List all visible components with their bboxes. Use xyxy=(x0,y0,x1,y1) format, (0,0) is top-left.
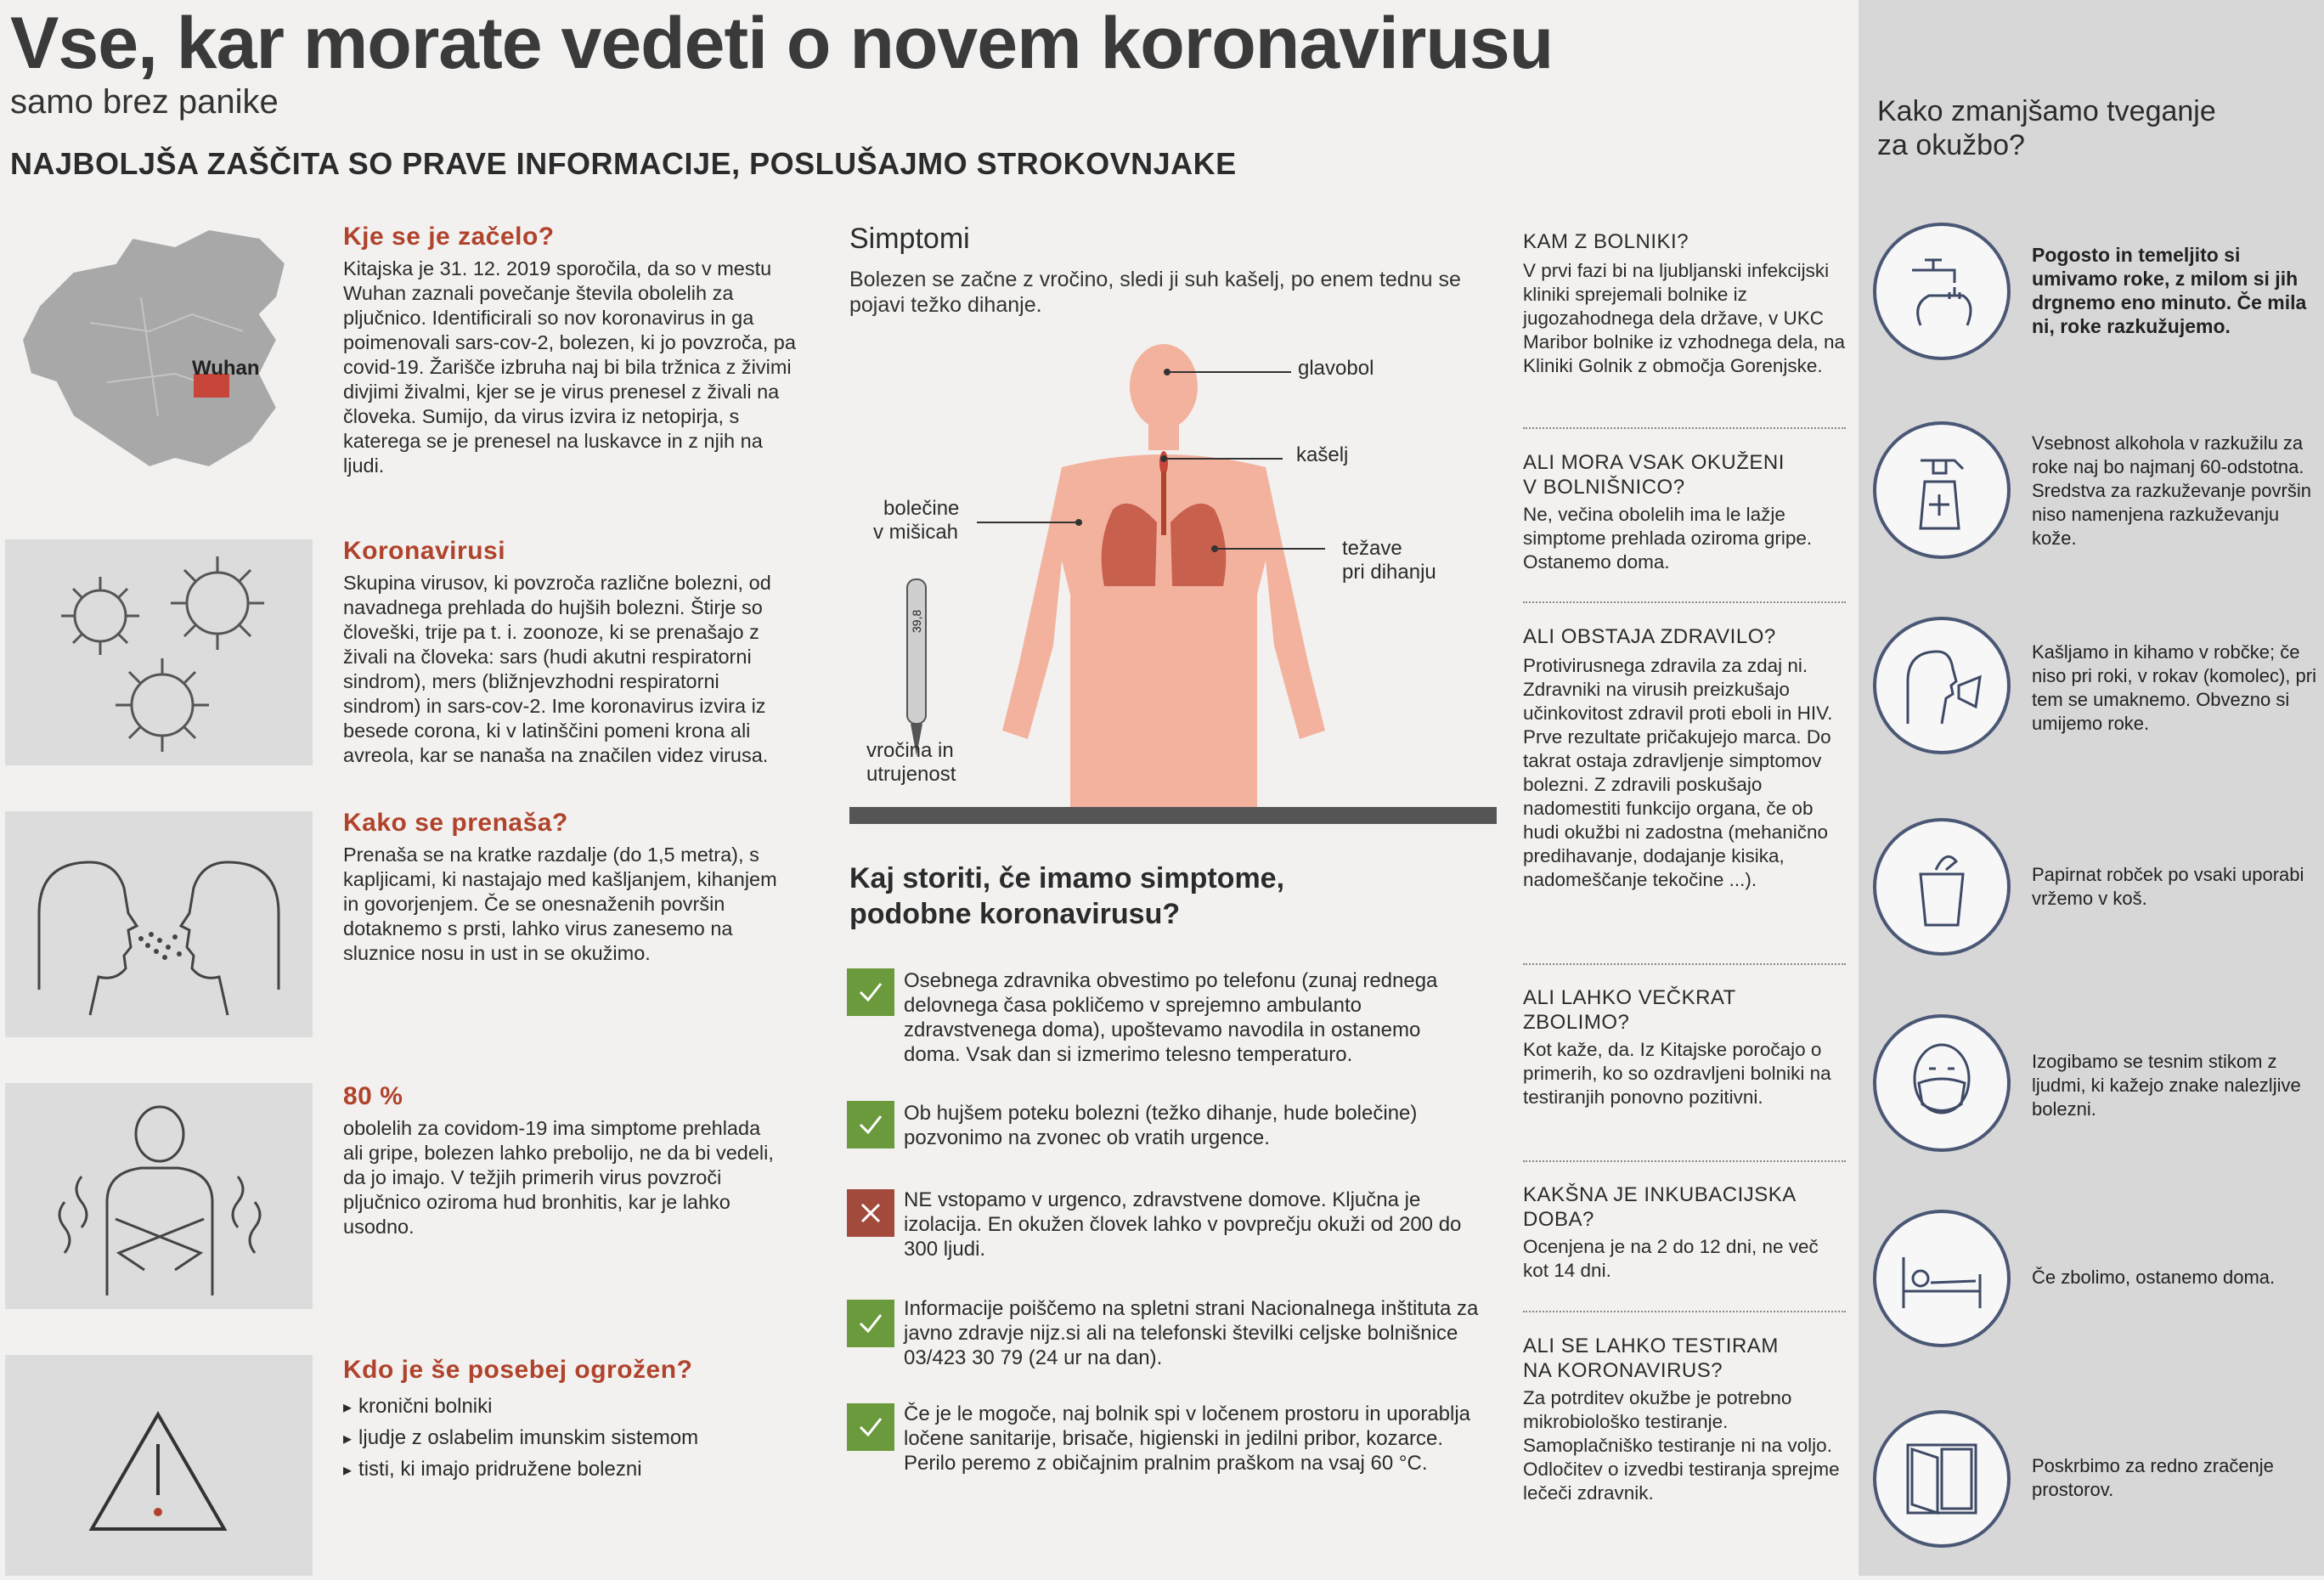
list-item: ▸ kronični bolniki xyxy=(343,1391,785,1423)
person-chills-panel xyxy=(5,1083,313,1309)
qa-title-hospital-required-2: V BOLNIŠNICO? xyxy=(1523,476,1685,499)
qa-body-testing: Za potrditev okužbe je potrebno mikrobiološko testiranje. Samoplačniško testiranje ni na voljo. Odločitev o izvedbi testiranja sprejme lečeči zdravnik. xyxy=(1523,1387,1840,1504)
todo-item: NE vstopamo v urgenco, zdravstvene domove. Ključna je izolacija. En okužen človek lahko v povprečju okuži od 200 do 300 ljudi. xyxy=(904,1188,1462,1261)
list-item: ▸ tisti, ki imajo pridružene bolezni xyxy=(343,1454,785,1486)
warning-panel xyxy=(5,1355,313,1576)
virus-illustration-panel xyxy=(5,539,313,765)
label-muscle-1: bolečine xyxy=(883,497,960,520)
prevention-title-1: Kako zmanjšamo tveganje xyxy=(1877,95,2216,127)
section-title-transmission: Kako se prenaša? xyxy=(343,809,568,837)
china-map-panel xyxy=(5,212,311,484)
check-icon xyxy=(847,1300,894,1347)
qa-body-hospitals: V prvi fazi bi na ljubljanski infekcijski kliniki sprejemali bolnike iz jugozahodnega dela države, v UKC Maribor bolnike iz vzhodnega dela, na Kliniki Golnik z območja Gorenjske. xyxy=(1523,260,1845,376)
bed-icon xyxy=(1873,1210,2011,1347)
tip-text: Pogosto in temeljito si umivamo roke, z milom si jih drgnemo eno minuto. Če mila ni, roke razkužujemo. xyxy=(2032,244,2307,337)
todo-item: Informacije poiščemo na spletni strani Nacionalnega inštituta za javno zdravje nijz.si ali na telefonski številki celjske bolnišnice 03/423 30 79 (24 ur na dan). xyxy=(904,1297,1479,1369)
label-headache: glavobol xyxy=(1298,357,1374,380)
todo-item: Osebnega zdravnika obvestimo po telefonu (zunaj rednega delovnega časa pokličemo v sprejemno ambulanto zdravstvenega doma), upoštevamo navodila in ostanemo doma. Vsak dan si izmerimo telesno temperaturo. xyxy=(904,969,1438,1066)
qa-body-hospital-required: Ne, večina obolelih ima le lažje simptome prehlada oziroma gripe. Ostanemo doma. xyxy=(1523,504,1813,573)
symptoms-baseline-bar xyxy=(849,807,1497,824)
page-subtitle: samo brez panike xyxy=(10,83,279,121)
qa-body-reinfection: Kot kaže, da. Iz Kitajske poročajo o primerih, ko so ozdravljeni bolniki na testiranjih ponovno pozitivni. xyxy=(1523,1039,1831,1108)
label-fever-2: utrujenost xyxy=(866,763,956,786)
face-mask-icon xyxy=(1873,1014,2011,1152)
warning-triangle-icon xyxy=(5,1355,313,1576)
divider xyxy=(1523,1160,1846,1162)
check-icon xyxy=(847,968,894,1016)
check-icon xyxy=(847,1403,894,1451)
tip-text: Kašljamo in kihamo v robčke; če niso pri roki, v rokav (komolec), pri tem se umaknemo. Obvezno si umijemo roke. xyxy=(2032,641,2316,734)
tip-text: Vsebnost alkohola v razkužilu za roke naj bo najmanj 60-odstotna. Sredstva za razkuževanje površin niso namenjena razkuževanju kože. xyxy=(2032,432,2311,549)
list-item: ▸ ljudje z oslabelim imunskim sistemom xyxy=(343,1423,785,1454)
qa-title-reinfection-2: ZBOLIMO? xyxy=(1523,1011,1630,1034)
virus-icon xyxy=(5,539,313,765)
prevention-title-2: za okužbo? xyxy=(1877,129,2025,161)
divider xyxy=(1523,963,1846,965)
qa-title-reinfection-1: ALI LAHKO VEČKRAT xyxy=(1523,986,1736,1009)
qa-title-testing-2: NA KORONAVIRUS? xyxy=(1523,1359,1723,1382)
divider xyxy=(1523,601,1846,603)
label-fever-1: vročina in xyxy=(866,739,954,762)
tip-text: Poskrbimo za redno zračenje prostorov. xyxy=(2032,1455,2274,1500)
thermometer-reading: 39,8 xyxy=(910,609,923,633)
tip-text: Izogibamo se tesnim stikom z ljudmi, ki kažejo znake nalezljive bolezni. xyxy=(2032,1051,2301,1120)
qa-title-incubation-2: DOBA? xyxy=(1523,1208,1594,1231)
qa-title-cure: ALI OBSTAJA ZDRAVILO? xyxy=(1523,625,1776,648)
transmission-illustration-panel xyxy=(5,811,313,1037)
label-muscle-2: v mišicah xyxy=(873,521,959,544)
label-breathing-1: težave xyxy=(1342,537,1402,560)
divider xyxy=(1523,427,1846,429)
label-breathing-2: pri dihanju xyxy=(1342,561,1436,584)
qa-title-testing-1: ALI SE LAHKO TESTIRAM xyxy=(1523,1335,1779,1357)
symptoms-title: Simptomi xyxy=(849,223,970,255)
cross-icon xyxy=(847,1189,894,1237)
at-risk-list xyxy=(343,1391,785,1486)
trash-bin-icon xyxy=(1873,818,2011,956)
tip-text: Papirnat robček po vsaki uporabi vržemo v koš. xyxy=(2032,864,2304,909)
check-icon xyxy=(847,1101,894,1148)
page-title: Vse, kar morate vedeti o novem koronavirusu xyxy=(10,3,1554,84)
map-label-wuhan: Wuhan xyxy=(192,357,260,380)
handwash-icon xyxy=(1873,223,2011,360)
label-cough: kašelj xyxy=(1296,443,1349,466)
divider xyxy=(1523,1311,1846,1312)
qa-title-hospitals: KAM Z BOLNIKI? xyxy=(1523,230,1689,253)
window-icon xyxy=(1873,1410,2011,1548)
symptoms-intro: Bolezen se začne z vročino, sledi ji suh kašelj, po enem tednu se pojavi težko dihanje. xyxy=(849,268,1461,317)
section-title-origin: Kje se je začelo? xyxy=(343,223,555,251)
two-faces-coughing-icon xyxy=(5,811,313,1037)
qa-body-cure: Protivirusnega zdravila za zdaj ni. Zdravniki na virusih preizkušajo učinkovitost zdravil proti eboli in HIV. Prve rezultate pričakujejo marca. Do takrat ostaja zdravljenje simptomov bolezni. Z zdravili poskušajo nadomestiti funkcijo organa, če ob hudi okužbi ni zadostna (mehanično predihavanje, dodajanje kisika, nadomeščanje tekočine ...). xyxy=(1523,655,1833,890)
section-title-80-percent: 80 % xyxy=(343,1082,403,1110)
china-map-icon xyxy=(5,212,311,484)
section-body-coronaviruses: Skupina virusov, ki povzroča različne bolezni, od navadnega prehlada do hujših bolezni. Štirje so človeški, trije pa t. i. zoonoze, ki se prenašajo z živali na človeka: sars (hudi akutni respiratorni sindrom), mers (bližnjevzhodni respiratorni sindrom) in sars-cov-2. Ime koronavirus izvira iz besede corona, ki v latinščini pomeni krona ali avreola, kar se nanaša na značilen videz virusa. xyxy=(343,572,771,766)
section-title-at-risk: Kdo je še posebej ogrožen? xyxy=(343,1356,693,1384)
section-body-transmission: Prenaša se na kratke razdalje (do 1,5 metra), s kapljicami, ki nastajajo med kašljanjem, kihanjem in govorjenjem. Če se onesnaženih površin dotaknemo s prsti, lahko virus zanesemo na sluznice nosu in ust in se okužimo. xyxy=(343,844,777,964)
page-tagline: NAJBOLJŠA ZAŠČITA SO PRAVE INFORMACIJE, POSLUŠAJMO STROKOVNJAKE xyxy=(10,146,1237,181)
section-title-coronaviruses: Koronavirusi xyxy=(343,537,506,565)
qa-title-incubation-1: KAKŠNA JE INKUBACIJSKA xyxy=(1523,1183,1797,1206)
todo-item: Če je le mogoče, naj bolnik spi v ločenem prostoru in uporablja ločene sanitarije, brisače, higienski in jedilni pribor, kozarce. Perilo peremo z običajnim pralnim praškom na vsaj 60 °C. xyxy=(904,1402,1471,1475)
section-body-origin: Kitajska je 31. 12. 2019 sporočila, da so v mestu Wuhan zaznali povečanje števila obolelih za pljučnico. Identificirali so nov koronavirus in ga poimenovali sars-cov-2, bolezen, ki jo povzroča, pa covid-19. Žarišče izbruha naj bi bila tržnica z živimi divjimi živalmi, kjer se je virus prenesel z živali na človeka. Sumijo, da virus izvira iz netopirja, s katerega se je prenesel na luskavce in z njih na ljudi. xyxy=(343,257,796,477)
person-shivering-icon xyxy=(5,1083,313,1309)
qa-title-hospital-required-1: ALI MORA VSAK OKUŽENI xyxy=(1523,451,1785,474)
tip-text: Če zbolimo, ostanemo doma. xyxy=(2032,1267,2276,1288)
disinfectant-spray-icon xyxy=(1873,421,2011,559)
sneeze-icon xyxy=(1873,617,2011,754)
section-body-80-percent: obolelih za covidom-19 ima simptome prehlada ali gripe, bolezen lahko prebolijo, ne da bi vedeli, da jo imajo. V težjih primerih virus povzroči pljučnico oziroma hud bronhitis, kar je lahko usodno. xyxy=(343,1117,774,1238)
todo-item: Ob hujšem poteku bolezni (težko dihanje, hude bolečine) pozvonimo na zvonec ob vratih urgence. xyxy=(904,1102,1418,1149)
todo-title-line-2: podobne koronavirusu? xyxy=(849,898,1181,930)
qa-body-incubation: Ocenjena je na 2 do 12 dni, ne več kot 14 dni. xyxy=(1523,1236,1819,1281)
todo-title-line-1: Kaj storiti, če imamo simptome, xyxy=(849,862,1285,894)
